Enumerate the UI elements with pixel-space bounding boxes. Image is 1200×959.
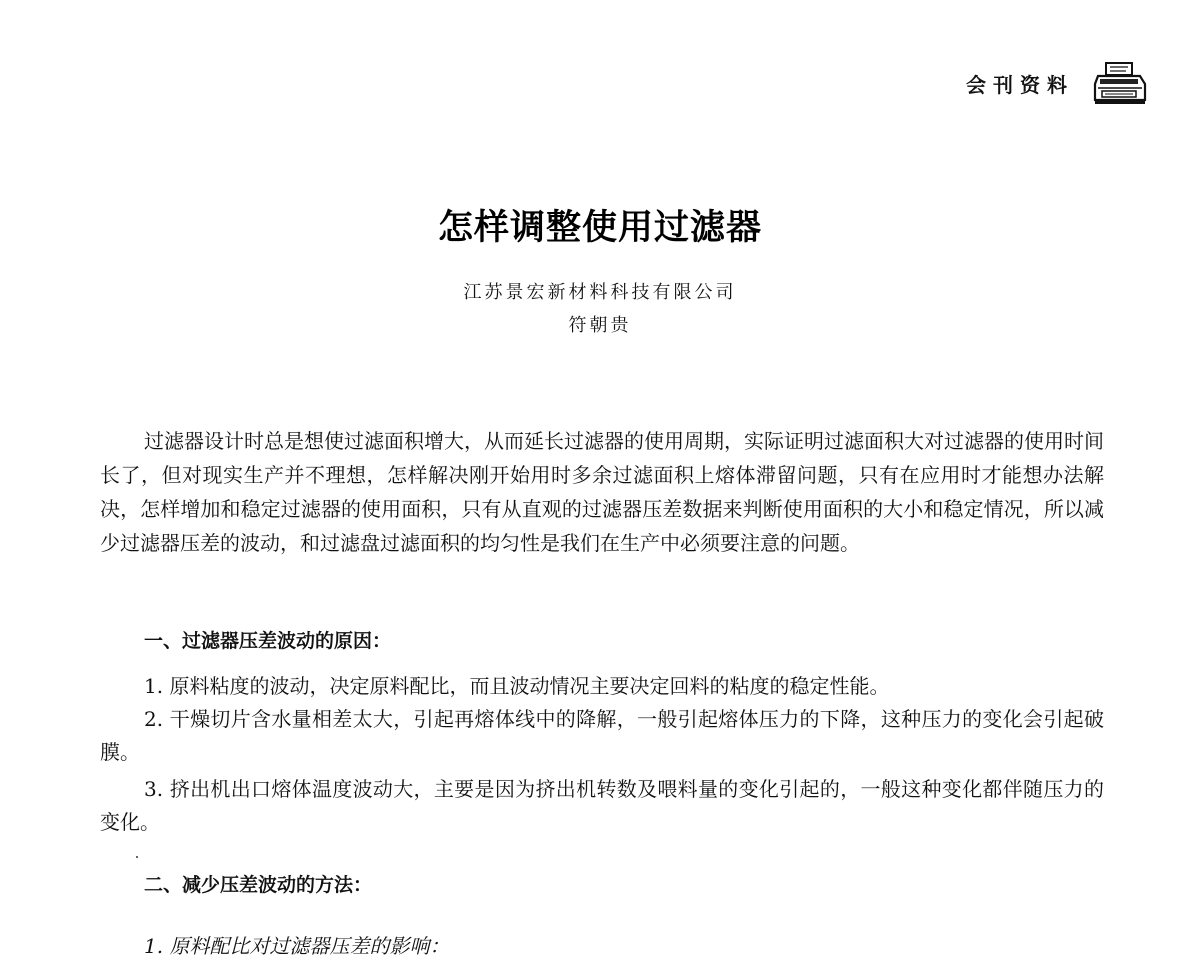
article-title: 怎样调整使用过滤器 [437, 207, 762, 248]
intro-paragraph: 过滤器设计时总是想使过滤面积增大，从而延长过滤器的使用周期，实际证明过滤面积大对过滤器的使用时间长了，但对现实生产并不理想，怎样解决刚开始用时多余过滤面积上熔体滞留问题，只有在应用时才能想办法解决，怎样增加和稳定过滤器的使用面积，只有从直观的过滤器压差数据来判断使用面积的大小和稳定情况，所以减少过滤器压差的波动，和过滤盘过滤面积的均匀性是我们在生产中必须要注意的问题。 [100, 429, 1104, 555]
section-label: 会刊资料 [966, 72, 1074, 97]
section-heading-methods: 二、减少压差波动的方法： [144, 874, 373, 896]
list-item: 3. 挤出机出口熔体温度波动大，主要是因为挤出机转数及喂料量的变化引起的，一般这种变化都伴随压力的变化。 [100, 777, 1104, 834]
author-affiliation: 江苏景宏新材料科技有限公司 [463, 282, 737, 303]
page-header [966, 60, 1148, 106]
list-item: 2. 干燥切片含水量相差太大，引起再熔体线中的降解，一般引起熔体压力的下降，这种压力的变化会引起破膜。 [100, 707, 1104, 764]
list-item: 1. 原料配比对过滤器压差的影响： [144, 934, 450, 958]
scan-speck [136, 856, 138, 858]
section-heading-causes: 一、过滤器压差波动的原因： [144, 630, 392, 652]
author-name: 符朝贵 [568, 315, 632, 336]
printer-icon [1092, 60, 1148, 106]
list-item: 1. 原料粘度的波动，决定原料配比，而且波动情况主要决定回料的粘度的稳定性能。 [144, 674, 890, 698]
